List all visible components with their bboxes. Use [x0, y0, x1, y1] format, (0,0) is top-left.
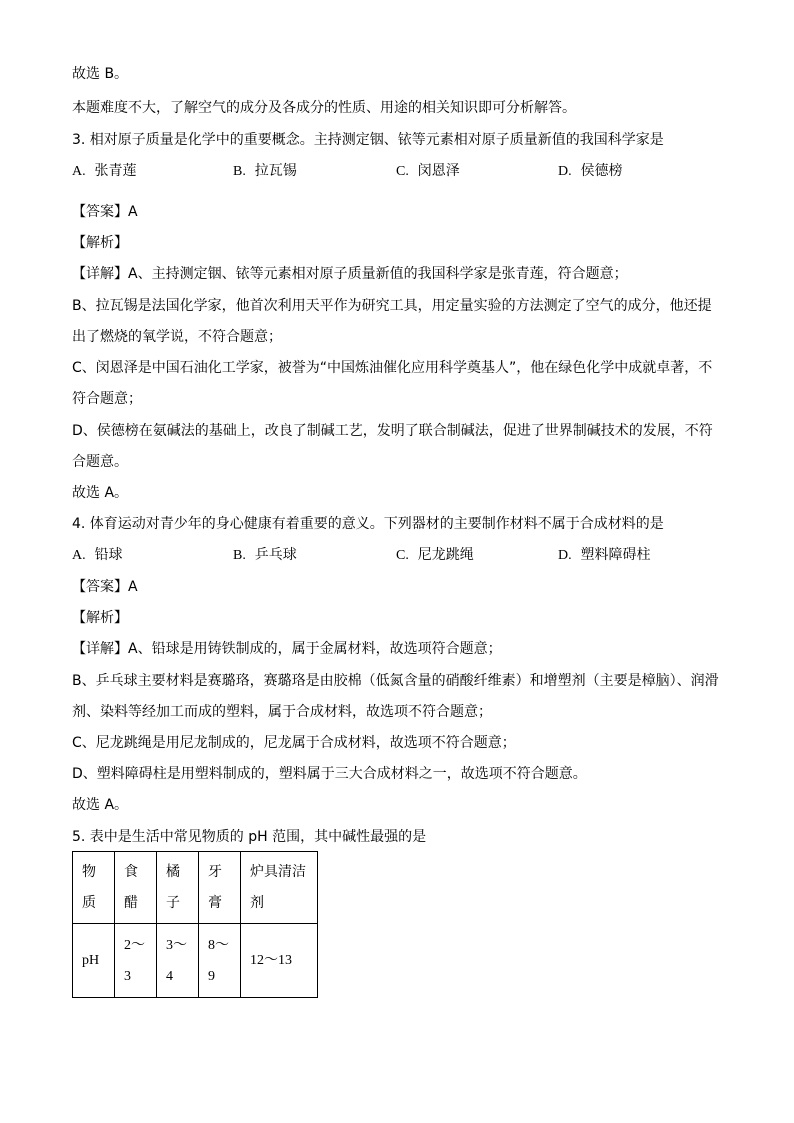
text-line: C、闵恩泽是中国石油化工学家，被誉为“中国炼油催化应用科学奠基人”，他在绿色化学中成就卓著，不 [72, 360, 713, 376]
text-line: 剂、染料等经加工而成的塑料，属于合成材料，故选项不符合题意； [72, 704, 492, 720]
text-line: 出了燃烧的氧学说，不符合题意； [72, 329, 282, 345]
text-line: B、拉瓦锡是法国化学家，他首次利用天平作为研究工具，用定量实验的方法测定了空气的成分，他还提 [72, 298, 712, 314]
table-cell: 2～ 3 [115, 924, 157, 998]
text-line: B、乒乓球主要材料是赛璐珞，赛璐珞是由胶棉（低氮含量的硝酸纤维素）和增塑剂（主要是樟脑）、润滑 [72, 673, 719, 689]
option-d: D. 侯德榜 [558, 163, 623, 179]
answer-label: 【答案】A [72, 204, 138, 220]
option-c: C. 尼龙跳绳 [396, 547, 474, 563]
text-line: 【详解】A、主持测定铟、铱等元素相对原子质量新值的我国科学家是张青莲，符合题意； [72, 266, 628, 282]
table-row [73, 924, 318, 998]
text-line: 符合题意； [72, 391, 142, 407]
answer-label: 【答案】A [72, 579, 138, 595]
question-4: 4. 体育运动对青少年的身心健康有着重要的意义。下列器材的主要制作材料不属于合成材料的是 [72, 516, 664, 532]
option-b: B. 拉瓦锡 [233, 163, 297, 179]
question-3: 3. 相对原子质量是化学中的重要概念。主持测定铟、铱等元素相对原子质量新值的我国科学家是 [72, 132, 664, 148]
ph-table [72, 851, 318, 998]
table-cell: 食 醋 [115, 852, 157, 924]
table-cell: 3～ 4 [157, 924, 199, 998]
table-header-row [73, 852, 318, 924]
text-line: D、侯德榜在氨碱法的基础上，改良了制碱工艺，发明了联合制碱法，促进了世界制碱技术的发展，不符 [72, 423, 713, 439]
option-c: C. 闵恩泽 [396, 163, 460, 179]
table-cell: 12～13 [241, 924, 318, 998]
table-cell: 炉具清洁 剂 [241, 852, 318, 924]
option-d: D. 塑料障碍柱 [558, 547, 651, 563]
text-line: D、塑料障碍柱是用塑料制成的，塑料属于三大合成材料之一，故选项不符合题意。 [72, 766, 587, 782]
question-5: 5. 表中是生活中常见物质的 pH 范围，其中碱性最强的是 [72, 829, 427, 845]
option-a: A. 张青莲 [72, 163, 137, 179]
analysis-label: 【解析】 [72, 235, 128, 251]
table-cell: 物 质 [73, 852, 115, 924]
table-cell: 8～ 9 [199, 924, 241, 998]
table-cell: 橘 子 [157, 852, 199, 924]
text-line: 合题意。 [72, 454, 128, 470]
text-line: C、尼龙跳绳是用尼龙制成的，尼龙属于合成材料，故选项不符合题意； [72, 735, 516, 751]
text-line: 故选 A。 [72, 485, 129, 501]
text-line: 【详解】A、铅球是用铸铁制成的，属于金属材料，故选项符合题意； [72, 641, 502, 657]
analysis-label: 【解析】 [72, 610, 128, 626]
text-line: 故选 B。 [72, 66, 129, 82]
option-b: B. 乒乓球 [233, 547, 297, 563]
option-a: A. 铅球 [72, 547, 123, 563]
table-cell: pH [73, 924, 115, 998]
text-line: 本题难度不大，了解空气的成分及各成分的性质、用途的相关知识即可分析解答。 [72, 100, 576, 116]
text-line: 故选 A。 [72, 797, 129, 813]
table-cell: 牙 膏 [199, 852, 241, 924]
